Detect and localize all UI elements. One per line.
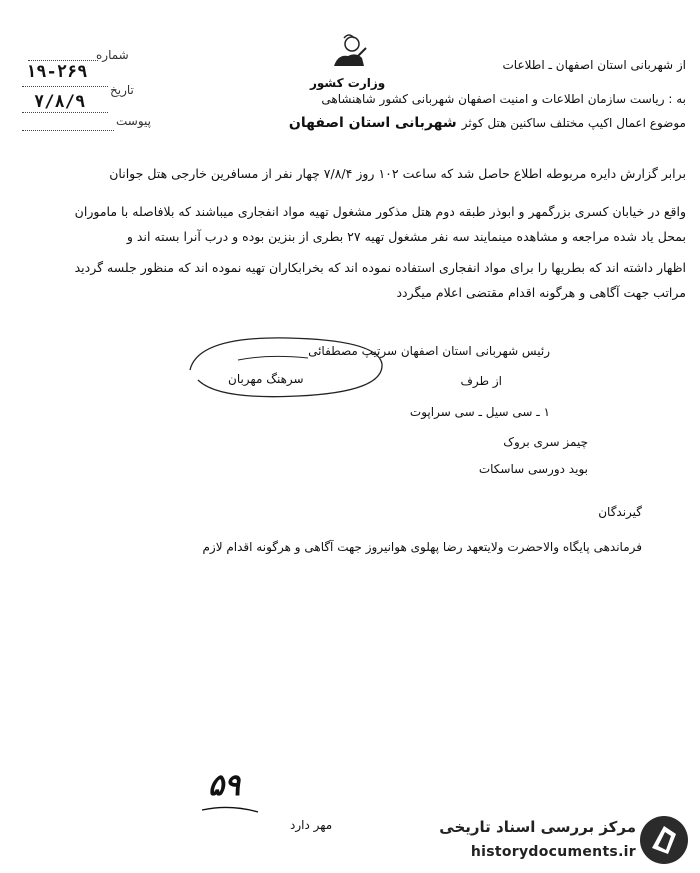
brand-title: مرکز بررسی اسناد تاریخی [439,818,636,836]
number-dotline [28,60,98,61]
body-line-5: مراتب جهت آگاهی و هرگونه اقدام مقتضی اعلام میگردد [396,285,686,300]
recipient-1: ۱ ـ سی سیل ـ سی سراپوت [409,405,550,419]
signature-scribble-icon [178,330,388,402]
lion-and-sun-emblem-icon [328,32,370,74]
signature-name: سرهنگ مهربان [228,372,304,386]
cc-text: فرماندهی پایگاه والاحضرت ولایتعهد رضا پهلوی هوانیروز جهت آگاهی و هرگونه اقدام لازم [202,540,642,554]
archive-logo-icon [638,814,690,866]
date-dotline [22,86,108,87]
cc-label: گیرندگان [598,505,642,519]
subject-bold: شهربانی استان اصفهان [288,115,457,131]
to-line: به : ریاست سازمان اطلاعات و امنیت اصفهان شهربانی کشور شاهنشاهی [321,92,686,106]
signature-title: رئیس شهربانی استان اصفهان سرتیپ مصطفائی [308,344,550,358]
from-line: از شهربانی استان اصفهان ـ اطلاعات [502,58,686,72]
date-dotline-2 [22,112,108,113]
attachment-label: پیوست [116,114,151,128]
subject-prefix: موضوع اعمال اکیپ مختلف ساکنین هتل کوثر [461,116,686,130]
number-label: شماره [96,48,129,62]
body-line-3: بمحل یاد شده مراجعه و مشاهده مینمایند سه نفر مشغول تهیه ۲۷ بطری از بنزین بوده و درب آنرا بسته اند و [126,229,686,244]
recipient-2: چیمز سری بروک [503,435,588,449]
body-line-2: واقع در خیابان کسری بزرگمهر و ابوذر طبقه دوم هتل مذکور مشغول تهیه مواد انفجاری میباشند که بلافاصله با ماموران [74,204,686,219]
subject-line [166,112,686,131]
handwritten-underline-icon [200,802,260,816]
date-label: تاریخ [110,83,134,97]
body-line-1: برابر گزارش دایره مربوطه اطلاع حاصل شد که ساعت ۱۰۲ روز ۷/۸/۴ چهار نفر از مسافرین خارجی هتل جوانان [109,166,686,181]
signature-from: از طرف [460,374,502,388]
handwritten-note: مهر دارد [290,818,333,832]
date-value: ۷/۸/۹ [34,92,86,112]
handwritten-number: ۵۹ [208,768,241,803]
recipient-3: بوید دورسی ساسکات [478,462,588,476]
body-line-4: اظهار داشته اند که بطریها را برای مواد انفجاری استفاده نموده اند که بخرابکاران تهیه نموده اند که منظور جلسه گردید [74,260,686,275]
attachment-dotline [22,130,114,131]
ministry-title: وزارت کشور [310,76,386,90]
number-value: ۱۹-۲۶۹ [26,62,88,82]
brand-url: historydocuments.ir [470,844,636,860]
